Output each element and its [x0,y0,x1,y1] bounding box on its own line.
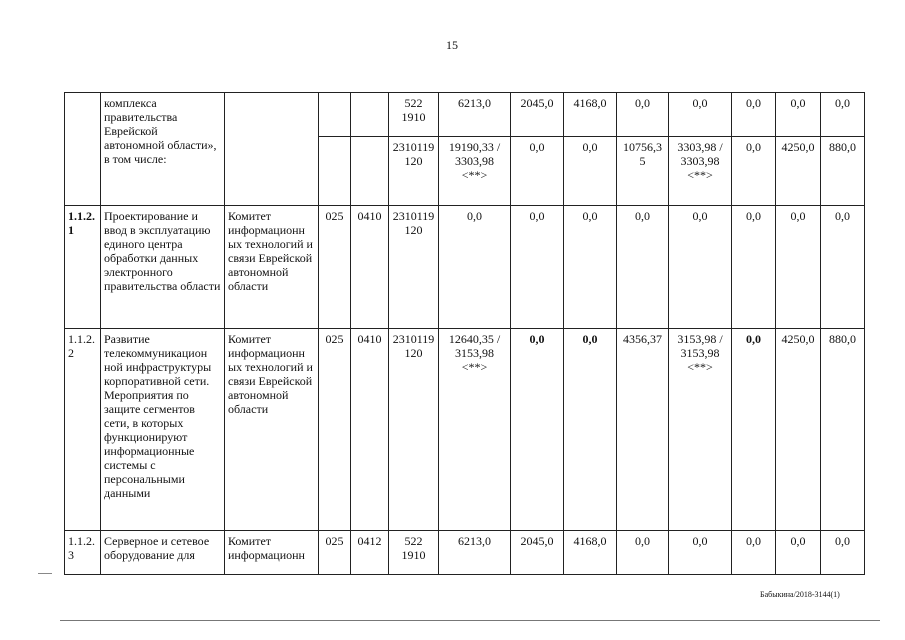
year-cell: 0,0 [669,206,732,329]
table-row [65,531,865,575]
footer-code: Бабыкина/2018-3144(1) [760,590,840,599]
executor-cell: Комитет информационн [225,531,319,575]
year-cell: 3153,98 / 3153,98 <**> [669,329,732,531]
total-cell: 6213,0 [439,93,511,137]
row-number-cell: 1.1.2. 2 [65,329,101,531]
footer-rule [60,620,880,621]
table-row [65,329,865,531]
year-cell: 3303,98 / 3303,98 <**> [669,137,732,206]
margin-mark [38,573,52,574]
year-cell: 4250,0 [776,329,821,531]
year-cell: 0,0 [511,137,564,206]
grbs-cell [319,137,351,206]
total-cell: 12640,35 / 3153,98 <**> [439,329,511,531]
year-cell: 880,0 [821,137,865,206]
year-cell: 0,0 [732,531,776,575]
grbs-cell: 025 [319,531,351,575]
activity-name-cell: комплекса правительства Еврейской автономной области», в том числе: [101,93,225,206]
csr-cell: 2310119 120 [389,329,439,531]
year-cell: 0,0 [821,531,865,575]
year-cell: 0,0 [821,93,865,137]
year-cell: 0,0 [732,93,776,137]
grbs-cell: 025 [319,329,351,531]
year-cell: 0,0 [732,329,776,531]
year-cell: 0,0 [732,206,776,329]
year-cell: 2045,0 [511,531,564,575]
year-cell: 0,0 [732,137,776,206]
year-cell: 0,0 [776,531,821,575]
total-cell: 0,0 [439,206,511,329]
page-number: 15 [446,38,458,52]
year-cell: 0,0 [669,93,732,137]
total-cell: 6213,0 [439,531,511,575]
table-row [65,93,865,137]
year-cell: 0,0 [776,93,821,137]
year-cell: 0,0 [511,329,564,531]
row-number-cell [65,93,101,206]
year-cell: 0,0 [669,531,732,575]
budget-table [64,92,865,575]
year-cell: 0,0 [617,531,669,575]
year-cell: 4356,37 [617,329,669,531]
table-row [65,206,865,329]
year-cell: 4168,0 [564,93,617,137]
row-number-cell: 1.1.2. 3 [65,531,101,575]
year-cell: 0,0 [511,206,564,329]
csr-cell: 2310119 120 [389,137,439,206]
csr-cell: 2310119 120 [389,206,439,329]
year-cell: 4168,0 [564,531,617,575]
rzpr-cell [351,137,389,206]
row-number-cell: 1.1.2. 1 [65,206,101,329]
rzpr-cell: 0410 [351,206,389,329]
year-cell: 0,0 [564,137,617,206]
year-cell: 0,0 [776,206,821,329]
year-cell: 10756,3 5 [617,137,669,206]
activity-name-cell: Проектирование и ввод в эксплуатацию единого центра обработки данных электронного правительства области [101,206,225,329]
executor-cell: Комитет информационн ых технологий и связи Еврейской автономной области [225,329,319,531]
grbs-cell [319,93,351,137]
year-cell: 2045,0 [511,93,564,137]
rzpr-cell: 0412 [351,531,389,575]
year-cell: 4250,0 [776,137,821,206]
year-cell: 0,0 [564,329,617,531]
year-cell: 880,0 [821,329,865,531]
csr-cell: 522 1910 [389,531,439,575]
year-cell: 0,0 [564,206,617,329]
executor-cell [225,93,319,206]
executor-cell: Комитет информационн ых технологий и связи Еврейской автономной области [225,206,319,329]
activity-name-cell: Серверное и сетевое оборудование для [101,531,225,575]
grbs-cell: 025 [319,206,351,329]
year-cell: 0,0 [617,93,669,137]
rzpr-cell [351,93,389,137]
rzpr-cell: 0410 [351,329,389,531]
activity-name-cell: Развитие телекоммуникацион ной инфраструктуры корпоративной сети. Мероприятия по защите сегментов сети, в которых функционируют информационные системы с персональными данными [101,329,225,531]
csr-cell: 522 1910 [389,93,439,137]
year-cell: 0,0 [821,206,865,329]
total-cell: 19190,33 / 3303,98 <**> [439,137,511,206]
year-cell: 0,0 [617,206,669,329]
